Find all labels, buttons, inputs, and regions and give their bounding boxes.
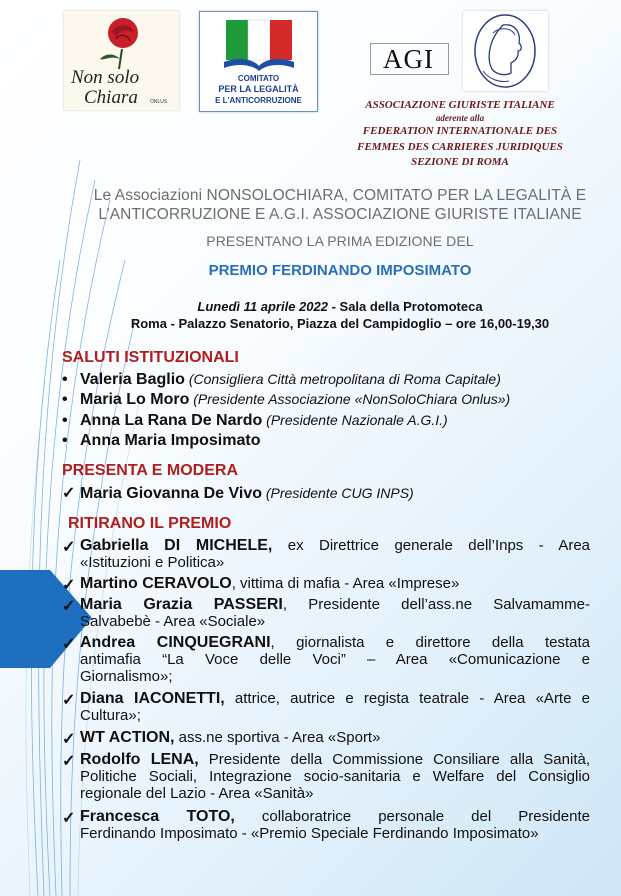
federation-line1: FEDERATION INTERNATIONALE DES — [362, 125, 558, 137]
list-item: • Anna Maria Imposimato — [62, 432, 261, 449]
logo-comitato-line3: E L'ANTICORRUZIONE — [215, 96, 302, 105]
logo-text-line1: Non solo — [71, 67, 140, 88]
book-flag-icon — [220, 16, 298, 72]
comitato-logo — [199, 11, 318, 112]
intro-line2: L’ANTICORRUZIONE E A.G.I. ASSOCIAZIONE GIURISTE ITALIANE — [98, 206, 582, 223]
prize-title: PREMIO FERDINANDO IMPOSIMATO — [208, 262, 472, 279]
event-date: Lunedì 11 aprile 2022 — [197, 299, 328, 314]
check-mark: ✓ — [62, 753, 76, 770]
agi-medal-logo — [463, 11, 548, 91]
association-adherent: aderente alla — [435, 113, 485, 123]
awardee-item: Martino CERAVOLO, vittima di mafia - Area «Imprese» — [80, 575, 460, 592]
agi-logo — [370, 43, 449, 75]
list-item: • Anna La Rana De Nardo (Presidente Nazionale A.G.I.) — [62, 412, 448, 429]
federation-line2: FEMMES DES CARRIERES JURIDIQUES — [357, 141, 563, 153]
list-item: • Valeria Baglio (Consigliera Città metropolitana di Roma Capitale) — [62, 371, 501, 388]
event-date-line — [60, 299, 620, 314]
awardee-item: Andrea CINQUEGRANI, giornalista e direttore della testata antimafia “La Voce delle Voci” – Area «Comunicazione e Giornalismo»; — [80, 634, 590, 685]
intro-line1: Le Associazioni NONSOLOCHIARA, COMITATO PER LA LEGALITÀ E — [93, 187, 587, 204]
awardee-item: Gabriella DI MICHELE, ex Direttrice generale dell’Inps - Area «Istituzioni e Politica» — [80, 537, 590, 571]
awardee-item: WT ACTION, ass.ne sportiva - Area «Sport» — [80, 729, 381, 746]
woman-profile-icon — [463, 11, 548, 91]
section-heading-saluti: SALUTI ISTITUZIONALI — [62, 349, 239, 366]
awardee-item: Francesca TOTO, collaboratrice personale del Presidente Ferdinando Imposimato - «Premio Speciale Ferdinando Imposimato» — [80, 808, 590, 842]
check-mark: ✓ — [62, 692, 76, 709]
awardee-item: Diana IACONETTI, attrice, autrice e regista teatrale - Area «Arte e Cultura»; — [80, 690, 590, 724]
section-heading-premio: RITIRANO IL PREMIO — [68, 515, 232, 532]
awardee-item: Maria Grazia PASSERI, Presidente dell’ass.ne Salvamamme- Salvabebè - Area «Sociale» — [80, 596, 590, 630]
awardee-item: Rodolfo LENA, Presidente della Commissione Consiliare alla Sanità, Politiche Sociali, Integrazione socio-sanitaria e Welfare del Consiglio regionale del Lazio - Area «Sanità» — [80, 751, 590, 802]
agi-logo-text: AGI — [383, 44, 434, 74]
check-mark: ✓ — [62, 810, 76, 827]
check-mark: ✓ — [62, 731, 76, 748]
logo-comitato-line2: PER LA LEGALITÀ — [218, 84, 299, 94]
event-venue: - Sala della Protomoteca — [327, 299, 483, 314]
list-item: • Maria Lo Moro (Presidente Associazione «NonSoloChiara Onlus») — [62, 391, 511, 408]
section-heading-presenta: PRESENTA E MODERA — [62, 462, 239, 479]
check-mark: ✓ — [62, 577, 76, 594]
logo-comitato-line1: COMITATO — [237, 74, 280, 83]
event-place: Roma - Palazzo Senatorio, Piazza del Campidoglio – ore 16,00-19,30 — [130, 316, 550, 331]
check-mark: ✓ — [62, 636, 76, 653]
association-name: ASSOCIAZIONE GIURISTE ITALIANE — [365, 99, 555, 111]
check-mark: ✓ — [62, 539, 76, 556]
nonsolochiara-logo — [64, 11, 179, 110]
check-mark: ✓ — [62, 598, 76, 615]
list-item: ✓ Maria Giovanna De Vivo (Presidente CUG INPS) — [62, 485, 414, 502]
intro-line3: PRESENTANO LA PRIMA EDIZIONE DEL — [206, 233, 474, 249]
logo-text-suffix: ONLUS — [150, 99, 168, 105]
section-rome: SEZIONE DI ROMA — [411, 156, 509, 168]
rose-icon — [92, 15, 152, 70]
logo-text-line2: Chiara — [84, 87, 138, 108]
